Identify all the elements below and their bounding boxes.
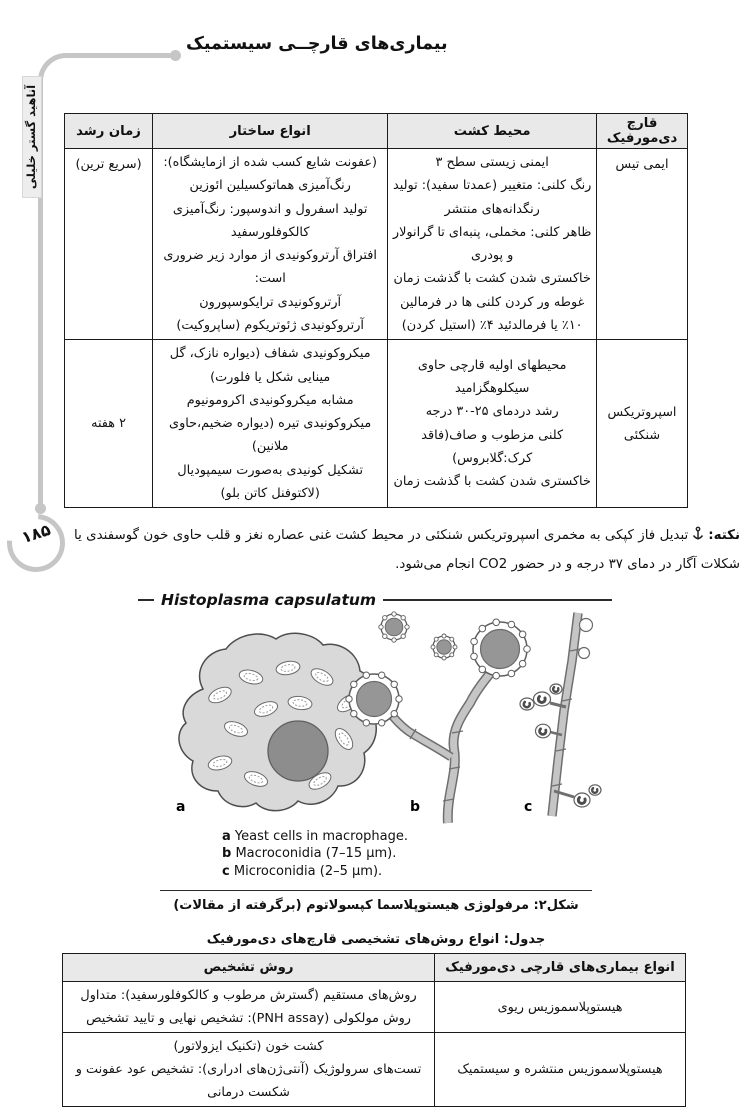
table2-title: جدول: انواع روش‌های تشخیصی قارچ‌های دی‌مورفیک [206, 932, 546, 948]
title-dash [138, 599, 154, 601]
page-title: بیماری‌های قارچــی سیستمیک [186, 34, 448, 54]
panel-label-b: b [410, 798, 421, 815]
dimorphic-fungi-table [64, 113, 688, 508]
legend-key: b [222, 846, 232, 862]
legend-line [222, 863, 688, 881]
cell-disease: هیستوپلاسموزیس ریوی [435, 982, 686, 1033]
macrophage-body [179, 633, 376, 810]
figure-divider [160, 890, 592, 891]
table-header-row [63, 954, 686, 982]
note-text: تبدیل فاز کپکی به مخمری اسپروتریکس شنکئی در محیط کشت غنی عصاره نغز و قلب حاوی خون گوسفندی یا شکلات آگار در دمای ۳۷ درجه و در حضور CO2 انجام می‌شود. [74, 528, 740, 573]
figure-title: Histoplasma capsulatum [161, 590, 377, 609]
cell-method: روش‌های مستقیم (گسترش مرطوب و کالکوفلورسفید): متداول روش مولکولی (PNH assay): تشخیص نهایی و تایید تشخیص [63, 982, 435, 1033]
cell-medium: محیطهای اولیه قارچی حاوی سیکلوهگزامید رشد دردمای ۲۵-۳۰ درجه کلنی مزطوب و صاف(فاقد کرک:گلابروس) خاکستری شدن کشت با گذشت زمان [388, 340, 597, 508]
panel-label-c: c [524, 798, 533, 815]
header-disease: انواع بیماری‌های قارچی دی‌مورفیک [435, 954, 686, 982]
figure-legend [222, 828, 688, 882]
macroconidia-panel [346, 611, 531, 822]
legend-line [222, 828, 688, 846]
figure-title-row [138, 591, 612, 609]
pin-icon [692, 526, 704, 552]
cell-growth: ۲ هفته [65, 340, 153, 508]
cell-disease: هیستوپلاسموزیس منتشره و سیستمیک [435, 1033, 686, 1107]
table-header-row [65, 114, 688, 149]
cell-fungus: اسپروتریکس شنکئی [597, 340, 688, 508]
cell-growth: (سریع ترین) [65, 149, 153, 340]
legend-text: Yeast cells in macrophage. [234, 828, 408, 844]
cell-structure: میکروکونیدی شفاف (دیواره نازک، گل مینایی شکل یا فلورت) مشابه میکروکونیدی اکرومونیوم میکروکونیدی تیره (دیواره ضخیم،حاوی ملانین) تشکیل کونیدی به‌صورت سیمپودیال (لاکتوفنل کاتن بلو) [153, 340, 388, 508]
header-fungus: قارچ دی‌مورفیک [597, 114, 688, 149]
cell-medium: ایمنی زیستی سطح ۳ رنگ کلنی: متغییر (عمدتا سفید): تولید رنگدانه‌های منتشر ظاهر کلنی: مخملی، پنبه‌ای تا گرانولار و پودری خاکستری شدن کشت با گذشت زمان غوطه ور کردن کلنی ها در فرمالین ۱۰٪ یا فرمالدئید ۴٪ (استیل کردن) [388, 149, 597, 340]
header-method: روش تشخیص [63, 954, 435, 982]
rail-end-dot [35, 503, 46, 514]
macroconidium-small [379, 611, 409, 641]
legend-key: c [222, 864, 230, 880]
header-medium: محیط کشت [388, 114, 597, 149]
content-column [64, 0, 740, 1107]
legend-key: a [222, 828, 231, 844]
microconidia-panel [520, 613, 601, 816]
legend-line [222, 845, 688, 863]
histoplasma-figure [148, 611, 648, 826]
table-row [65, 149, 688, 340]
legend-text: Microconidia (2–5 μm). [233, 864, 383, 880]
title-rule-line [383, 599, 612, 601]
cell-structure: (عفونت شایع کسب شده از ازمایشگاه): رنگ‌آمیزی هماتوکسیلین ائوزین تولید اسفرول و اندوسپور: رنگ‌آمیزی کالکوفلورسفید افتراق آرتروکونیدی از موارد زیر ضروری است: آرتروکونیدی ترایکوسپورون آرتروکونیدی ژئوتریکوم (ساپروکیت) [153, 149, 388, 340]
note-block [74, 523, 740, 578]
header-growth: زمان رشد [65, 114, 153, 149]
panel-label-a: a [176, 798, 186, 815]
table-row [63, 982, 686, 1033]
figure-caption: شکل۲: مرفولوژی هیستوپلاسما کپسولاتوم (برگرفته از مقالات) [173, 898, 579, 914]
macroconidium-small [431, 634, 457, 660]
table-row [63, 1033, 686, 1107]
cell-method: کشت خون (تکنیک ایزولاتور) تست‌های سرولوژیک (آنتی‌ژن‌های ادراری): تشخیص عود عفونت و شکست درمانی [63, 1033, 435, 1107]
macrophage-nucleus [268, 721, 328, 781]
macroconidium [471, 619, 531, 679]
cell-fungus: ایمی تیس [597, 149, 688, 340]
sidebar-publisher-label: آناهید گستر خلیلی [22, 76, 42, 198]
diagnostic-methods-table [62, 953, 686, 1107]
header-structure: انواع ساختار [153, 114, 388, 149]
table-row [65, 340, 688, 508]
macrophage-panel [176, 633, 376, 815]
legend-text: Macroconidia (7–15 μm). [235, 846, 397, 862]
page-number: ۱۸۵ [19, 519, 53, 548]
note-label: نکته: [708, 528, 740, 544]
